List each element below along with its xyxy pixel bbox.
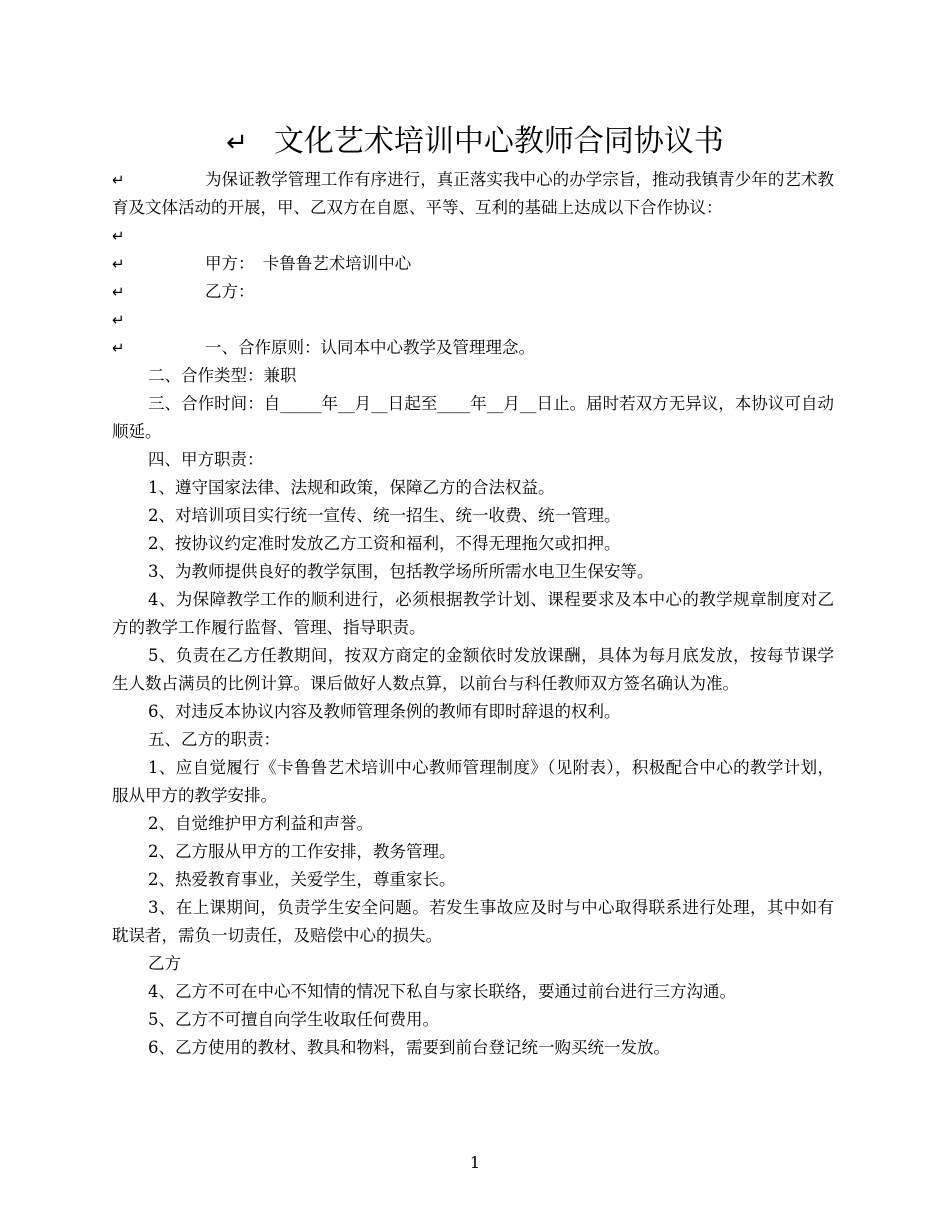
section-5-heading: 五、乙方的职责：: [148, 730, 280, 749]
document-title: [0, 120, 950, 165]
party-b-line: [112, 278, 834, 306]
stray-label: 乙方: [148, 954, 181, 973]
empty-line: [112, 306, 834, 334]
section-5-item: 1、应自觉履行《卡鲁鲁艺术培训中心教师管理制度》（见附表），积极配合中心的教学计划，服从甲方的教学安排。: [112, 758, 834, 805]
section-4-item: 6、对违反本协议内容及教师管理条例的教师有即时辞退的权利。: [148, 702, 621, 721]
paragraph-mark-icon: ↵: [112, 171, 125, 189]
section-5-item: 4、乙方不可在中心不知情的情况下私自与家长联络，要通过前台进行三方沟通。: [148, 982, 736, 1001]
page-number: 1: [469, 1153, 481, 1172]
party-a-text: 甲方： 卡鲁鲁艺术培训中心: [205, 254, 412, 273]
section-5-item: 6、乙方使用的教材、教具和物料，需要到前台登记统一购买统一发放。: [148, 1038, 670, 1057]
section-4-heading: 四、甲方职责：: [148, 450, 264, 469]
section-5-item: 2、自觉维护甲方利益和声誉。: [148, 814, 373, 833]
paragraph-mark-icon: ↵: [112, 255, 125, 273]
section-4-item: 4、为保障教学工作的顺利进行，必须根据教学计划、课程要求及本中心的教学规章制度对乙方的教学工作履行监督、管理、指导职责。: [112, 590, 834, 637]
section-1-line: [112, 334, 834, 362]
paragraph-mark-icon: ↵: [112, 283, 125, 301]
paragraph-mark-icon: ↵: [112, 227, 125, 245]
section-4-item: 1、遵守国家法律、法规和政策，保障乙方的合法权益。: [148, 478, 555, 497]
intro-paragraph: [112, 166, 834, 222]
title-text: 文化艺术培训中心教师合同协议书: [273, 124, 724, 159]
paragraph-mark-icon: ↵: [226, 128, 248, 158]
paragraph-mark-icon: ↵: [112, 311, 125, 329]
section-1-text: 一、合作原则：认同本中心教学及管理理念。: [205, 338, 535, 357]
document-body: [112, 166, 834, 1062]
section-2-text: 二、合作类型：兼职: [148, 366, 297, 385]
party-b-text: 乙方：: [205, 282, 255, 301]
section-5-item: 2、热爱教育事业，关爱学生，尊重家长。: [148, 870, 456, 889]
section-3-text: 三、合作时间：自_____年__月__日起至____年__月__日止。届时若双方无异议，本协议可自动顺延。: [112, 394, 834, 441]
section-4-item: 3、为教师提供良好的教学氛围，包括教学场所所需水电卫生保安等。: [148, 562, 654, 581]
party-a-line: [112, 250, 834, 278]
section-4-item: 2、对培训项目实行统一宣传、统一招生、统一收费、统一管理。: [148, 506, 621, 525]
section-4-item: 2、按协议约定准时发放乙方工资和福利，不得无理拖欠或扣押。: [148, 534, 621, 553]
paragraph-mark-icon: ↵: [112, 339, 125, 357]
intro-text: 为保证教学管理工作有序进行，真正落实我中心的办学宗旨，推动我镇青少年的艺术教育及文体活动的开展，甲、乙双方在自愿、平等、互利的基础上达成以下合作协议：: [112, 170, 834, 217]
section-5-item: 3、在上课期间，负责学生安全问题。若发生事故应及时与中心取得联系进行处理，其中如有耽误者，需负一切责任，及赔偿中心的损失。: [112, 898, 834, 945]
section-4-item: 5、负责在乙方任教期间，按双方商定的金额依时发放课酬，具体为每月底发放，按每节课学生人数占满员的比例计算。课后做好人数点算，以前台与科任教师双方签名确认为准。: [112, 646, 834, 693]
section-5-item: 5、乙方不可擅自向学生收取任何费用。: [148, 1010, 439, 1029]
empty-line: [112, 222, 834, 250]
section-5-item: 2、乙方服从甲方的工作安排，教务管理。: [148, 842, 456, 861]
